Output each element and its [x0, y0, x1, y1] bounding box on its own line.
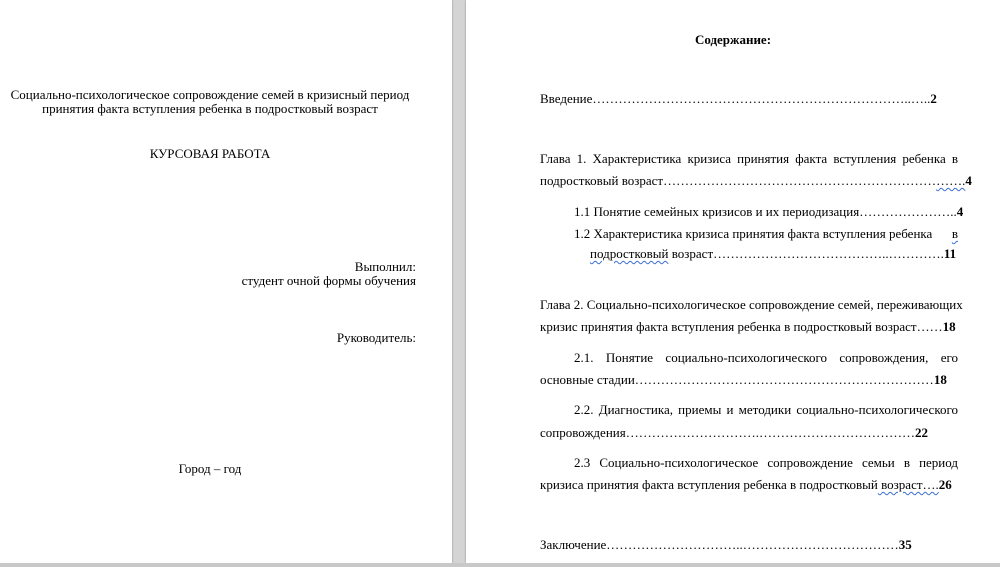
- status-bar-edge: [0, 563, 1000, 567]
- student-line: студент очной формы обучения: [241, 273, 416, 288]
- toc-section-2-1-line2[interactable]: [540, 372, 958, 388]
- toc-section-1-2-line1[interactable]: [574, 226, 958, 242]
- toc-chapter2-line1[interactable]: Глава 2. Социально-психологическое сопровождение семей, переживающих: [540, 297, 963, 312]
- toc-section-2-3-line2[interactable]: [540, 477, 958, 493]
- toc-section-2-2-line2[interactable]: [540, 425, 958, 441]
- toc-s1-2-rest: возраст…………………………………..………….: [668, 246, 944, 261]
- title-page: [0, 0, 452, 563]
- toc-s2-3-rest: возраст….: [877, 477, 939, 492]
- performed-by-label: Выполнил:: [354, 259, 416, 274]
- toc-intro-page: 2: [930, 91, 937, 106]
- toc-s1-1-text: 1.1 Понятие семейных кризисов и их периодизация…………………..: [574, 204, 957, 219]
- city-year: Город – год: [178, 461, 242, 476]
- toc-chapter1-line1[interactable]: Глава 1. Характеристика кризиса принятия факта вступления ребенка в: [540, 151, 958, 166]
- toc-s1-2-page: 11: [943, 246, 957, 261]
- toc-conclusion-page: 35: [898, 537, 912, 552]
- toc-heading: Содержание:: [694, 32, 772, 47]
- toc-s1-2-line1-end: в: [951, 226, 958, 241]
- toc-s2-1-text: основные стадии……………………………………………………………: [540, 372, 934, 387]
- toc-section-2-1-line1[interactable]: 2.1. Понятие социально-психологического сопровождения, его: [574, 350, 958, 365]
- supervisor-label: Руководитель:: [336, 330, 416, 345]
- toc-chapter2-line2[interactable]: [540, 319, 958, 335]
- toc-entry-conclusion[interactable]: [540, 537, 958, 553]
- toc-conclusion-text: Заключение…………………………..………………………………: [540, 537, 899, 552]
- performed-by-block: [242, 260, 416, 288]
- toc-chapter2-text: кризис принятия факта вступления ребенка в подростковый возраст……: [540, 319, 943, 334]
- work-type: КУРСОВАЯ РАБОТА: [149, 146, 271, 161]
- toc-section-2-3-line1[interactable]: 2.3 Социально-психологическое сопровождение семьи в период: [574, 455, 958, 470]
- toc-entry-intro[interactable]: [540, 91, 958, 107]
- topic-line-2: принятия факта вступления ребенка в подростковый возраст: [42, 101, 378, 116]
- toc-s1-1-page: 4: [956, 204, 964, 219]
- toc-chapter1-dots: …….: [936, 173, 966, 188]
- toc-s1-2-line1: 1.2 Характеристика кризиса принятия факта вступления ребенка: [574, 226, 933, 241]
- toc-s1-2-word: подростковый: [590, 246, 669, 261]
- toc-section-1-1[interactable]: [574, 204, 964, 220]
- toc-s2-2-text: сопровождения………………………….………………………………: [540, 425, 915, 440]
- toc-s2-1-page: 18: [933, 372, 947, 387]
- toc-chapter1-text: подростковый возраст………………………………………………………: [540, 173, 937, 188]
- toc-chapter1-page: 4: [965, 173, 972, 188]
- toc-page: [466, 0, 1000, 563]
- toc-s2-3-page: 26: [938, 477, 952, 492]
- thesis-topic: [0, 88, 420, 116]
- toc-intro-text: Введение………………………………………………………………..…..: [540, 91, 931, 106]
- toc-section-1-2-line2[interactable]: [590, 246, 958, 262]
- toc-chapter1-line2[interactable]: [540, 173, 972, 189]
- toc-s2-3-text: кризиса принятия факта вступления ребенка в подростковый: [540, 477, 878, 492]
- toc-s2-2-page: 22: [914, 425, 928, 440]
- toc-section-2-2-line1[interactable]: 2.2. Диагностика, приемы и методики социально-психологического: [574, 402, 958, 417]
- toc-chapter2-page: 18: [942, 319, 956, 334]
- topic-line-1: Социально-психологическое сопровождение семей в кризисный период: [10, 87, 410, 102]
